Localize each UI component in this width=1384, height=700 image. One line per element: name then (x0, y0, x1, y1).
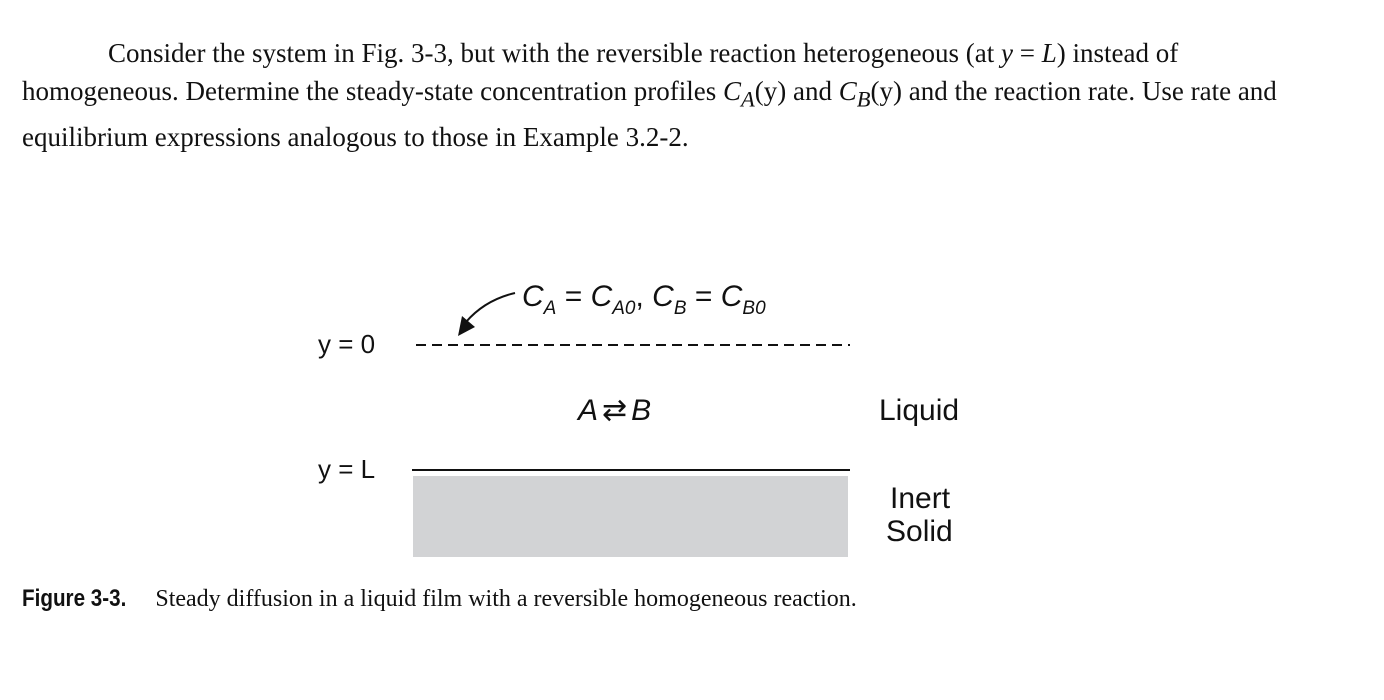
bc-ca0: C (590, 280, 613, 313)
reaction-arrow: ⇄ (602, 394, 628, 427)
problem-text-part2: ) instead of homogeneous. Determine the steady-state concentration profiles (22, 38, 1179, 106)
bc-comma: , (635, 280, 653, 313)
cb-argument: (y) (870, 76, 902, 106)
bc-equals-2: = (686, 280, 721, 313)
reaction-product: B (631, 394, 652, 427)
bc-equals-1: = (556, 280, 591, 313)
top-boundary-label: y = 0 (318, 329, 376, 359)
ca-subscript: A (741, 86, 755, 112)
ca-argument: (y) (754, 76, 787, 106)
solid-label-solid: Solid (886, 515, 953, 548)
bc-cb-subscript: B (673, 298, 687, 319)
cb-symbol: C (838, 76, 857, 106)
bottom-boundary-label: y = L (318, 454, 376, 484)
reaction-reactant: A (578, 394, 599, 427)
boundary-pointer-arrowhead (458, 316, 475, 336)
problem-text-part1: Consider the system in Fig. 3-3, but with the reversible reaction heterogeneous (at (108, 38, 1002, 68)
reaction-equation (576, 394, 651, 427)
and-connector: and (786, 76, 839, 106)
bc-cb0-subscript: B0 (742, 298, 766, 319)
problem-text-part3: and the reaction rate. Use rate and equilibrium expressions analogous to those in Example 3.2-2. (22, 76, 1277, 153)
condition-value: L (1041, 38, 1057, 68)
condition-variable: y (1001, 38, 1014, 68)
figure-caption (22, 584, 857, 614)
bc-cb0: C (720, 280, 743, 313)
bc-ca: C (522, 280, 544, 313)
ca-symbol: C (723, 76, 742, 106)
caption-text: Steady diffusion in a liquid film with a reversible homogeneous reaction. (155, 586, 857, 612)
liquid-label: Liquid (879, 394, 960, 427)
condition-equals: = (1013, 38, 1042, 68)
bc-cb: C (652, 280, 674, 313)
solid-label-inert: Inert (890, 482, 951, 515)
boundary-pointer-curve (466, 293, 515, 322)
inert-solid-block (413, 476, 848, 557)
caption-label: Figure 3-3. (22, 585, 127, 612)
bc-ca-subscript: A (543, 298, 557, 319)
boundary-condition-label (522, 280, 766, 319)
bc-ca0-subscript: A0 (612, 298, 636, 319)
cb-subscript: B (856, 86, 871, 112)
